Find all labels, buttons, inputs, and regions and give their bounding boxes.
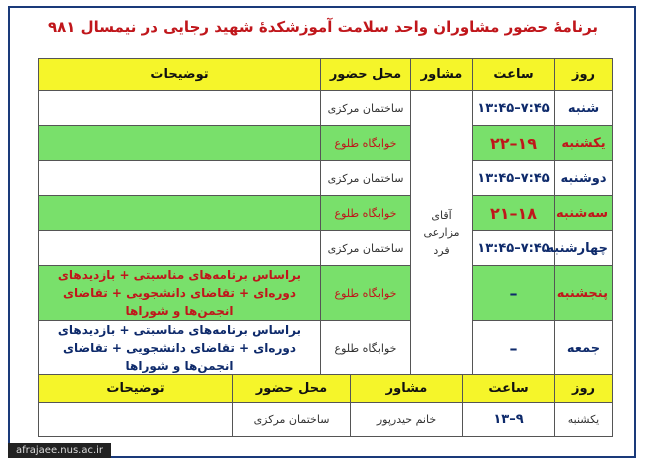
notes-cell bbox=[39, 91, 321, 126]
day-cell: جمعه bbox=[555, 321, 613, 376]
day-cell: سه‌شنبه bbox=[555, 196, 613, 231]
advisor-cell: خانم حیدرپور bbox=[351, 403, 463, 437]
time-cell: ۱۹–۲۲ bbox=[473, 126, 555, 161]
notes-cell bbox=[39, 231, 321, 266]
notes-cell bbox=[39, 403, 233, 437]
time-cell: ۷:۴۵–۱۳:۴۵ bbox=[473, 161, 555, 196]
page-title: برنامۀ حضور مشاوران واحد سلامت آموزشکدۀ شهید رجایی در نیمسال ۹۸۱ bbox=[47, 18, 599, 36]
time-cell: ۷:۴۵–۱۳:۴۵ bbox=[473, 91, 555, 126]
place-cell: ساختمان مرکزی bbox=[321, 91, 411, 126]
notes-cell bbox=[39, 126, 321, 161]
table-row bbox=[39, 403, 613, 437]
table-row bbox=[39, 91, 613, 126]
time-cell: – bbox=[473, 266, 555, 321]
day-cell: یکشنبه bbox=[555, 403, 613, 437]
place-cell: ساختمان مرکزی bbox=[233, 403, 351, 437]
header-day: روز bbox=[555, 375, 613, 403]
schedule-table-main bbox=[38, 58, 613, 376]
time-cell: – bbox=[473, 321, 555, 376]
table-row bbox=[39, 126, 613, 161]
table-header-row bbox=[39, 375, 613, 403]
header-advisor: مشاور bbox=[351, 375, 463, 403]
header-place: محل حضور bbox=[321, 59, 411, 91]
header-notes: توضیحات bbox=[39, 59, 321, 91]
time-cell: ۷:۴۵–۱۳:۴۵ bbox=[473, 231, 555, 266]
table-row bbox=[39, 161, 613, 196]
place-cell: خوابگاه طلوع bbox=[321, 321, 411, 376]
header-day: روز bbox=[555, 59, 613, 91]
table-row bbox=[39, 266, 613, 321]
header-time: ساعت bbox=[463, 375, 555, 403]
notes-cell bbox=[39, 196, 321, 231]
table-row bbox=[39, 321, 613, 376]
place-cell: ساختمان مرکزی bbox=[321, 161, 411, 196]
time-cell: ۹–۱۳ bbox=[463, 403, 555, 437]
day-cell: پنجشنبه bbox=[555, 266, 613, 321]
table-header-row bbox=[39, 59, 613, 91]
place-cell: خوابگاه طلوع bbox=[321, 126, 411, 161]
site-watermark: afrajaee.nus.ac.ir bbox=[8, 443, 111, 458]
notes-cell: براساس برنامه‌های مناسبتی + بازدیدهای دوره‌ای + تقاضای دانشجویی + تقاضای انجمن‌ها و شوراها bbox=[39, 321, 321, 376]
place-cell: خوابگاه طلوع bbox=[321, 196, 411, 231]
place-cell: ساختمان مرکزی bbox=[321, 231, 411, 266]
table-row bbox=[39, 231, 613, 266]
schedule-table-secondary bbox=[38, 374, 613, 437]
day-cell: شنبه bbox=[555, 91, 613, 126]
header-advisor: مشاور bbox=[411, 59, 473, 91]
day-cell: چهارشنبه bbox=[555, 231, 613, 266]
table-row bbox=[39, 196, 613, 231]
header-place: محل حضور bbox=[233, 375, 351, 403]
header-time: ساعت bbox=[473, 59, 555, 91]
notes-cell bbox=[39, 161, 321, 196]
time-cell: ۱۸–۲۱ bbox=[473, 196, 555, 231]
header-notes: توضیحات bbox=[39, 375, 233, 403]
advisor-cell: آقای مزارعی فرد bbox=[411, 91, 473, 376]
day-cell: دوشنبه bbox=[555, 161, 613, 196]
day-cell: یکشنبه bbox=[555, 126, 613, 161]
place-cell: خوابگاه طلوع bbox=[321, 266, 411, 321]
notes-cell: براساس برنامه‌های مناسبتی + بازدیدهای دوره‌ای + تقاضای دانشجویی + تقاضای انجمن‌ها و شوراها bbox=[39, 266, 321, 321]
